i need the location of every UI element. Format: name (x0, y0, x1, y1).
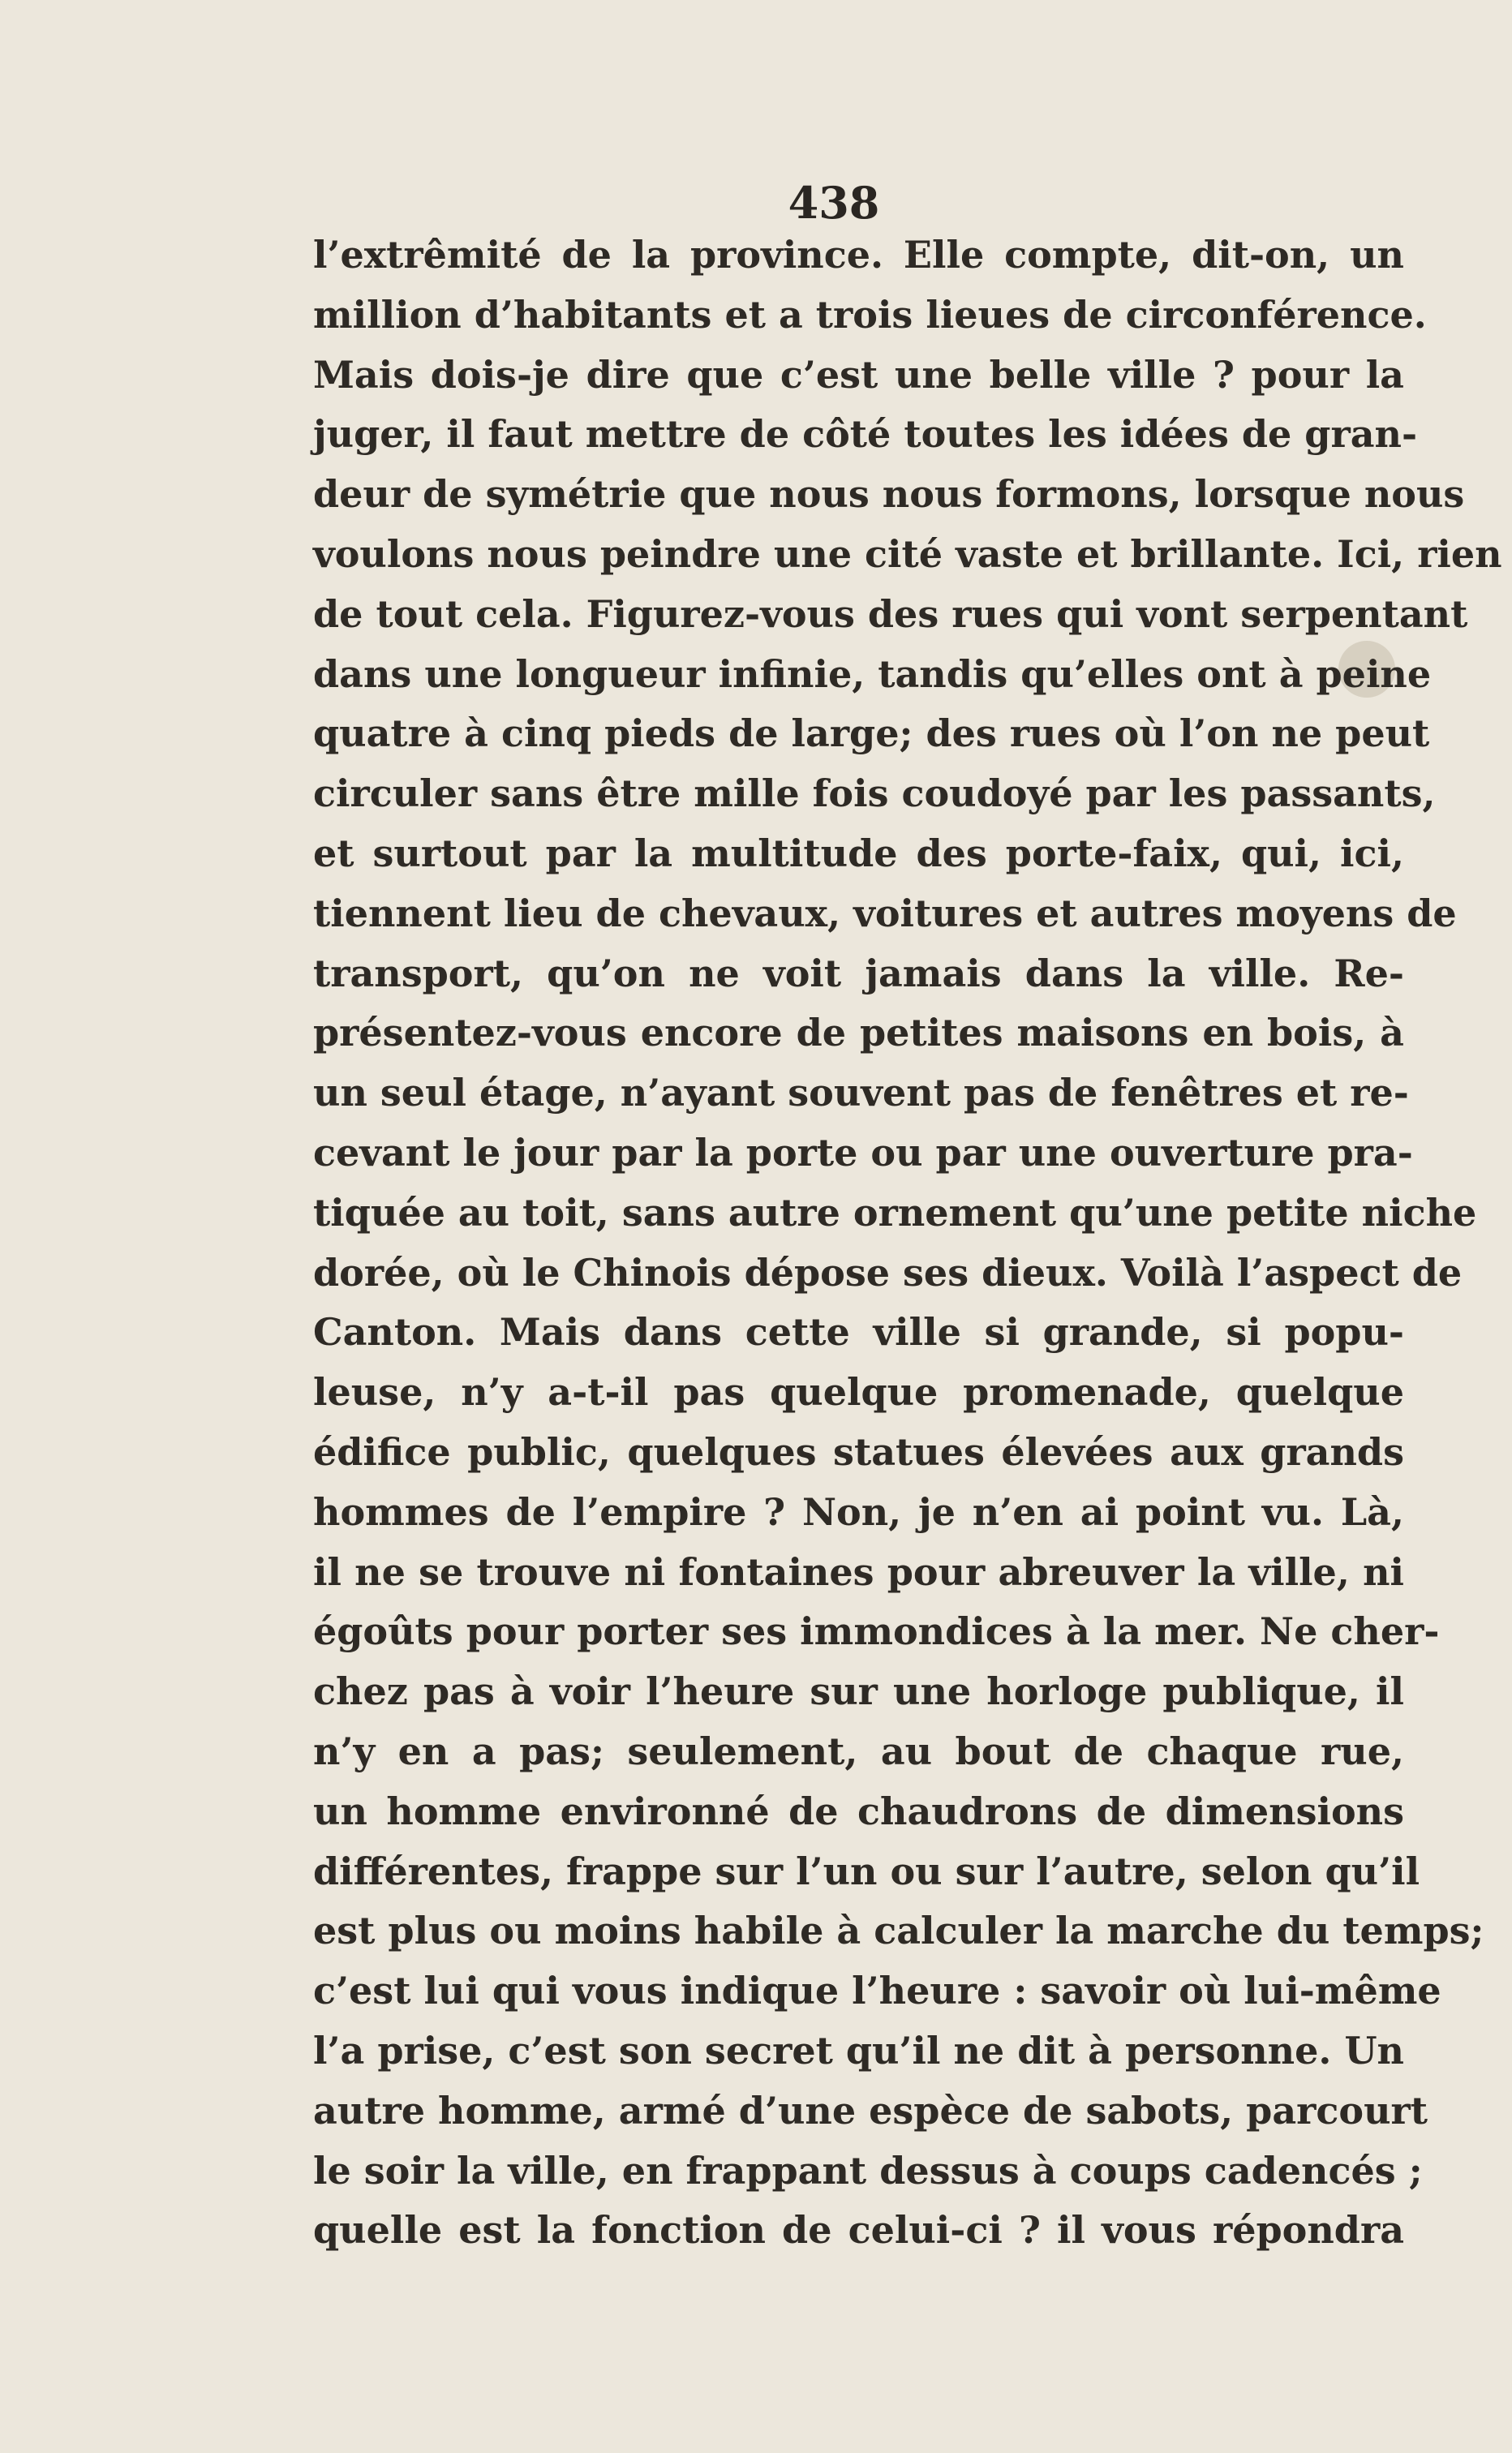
page-number: 438 (788, 177, 880, 229)
text-line: le soir la ville, en frappant dessus à coups cadencés ; (313, 2148, 1423, 2193)
text-line: circuler sans être mille fois coudoyé par les passants, (313, 771, 1436, 816)
text-line: voulons nous peindre une cité vaste et brillante. Ici, rien (313, 531, 1502, 576)
text-line: chez pas à voir l’heure sur une horloge publique, il (313, 1669, 1404, 1714)
text-line: est plus ou moins habile à calculer la marche du temps; (313, 1909, 1484, 1953)
text-line: c’est lui qui vous indique l’heure : savoir où lui-même (313, 1969, 1441, 2013)
text-line: million d’habitants et a trois lieues de circonférence. (313, 292, 1427, 337)
text-line: dorée, où le Chinois dépose ses dieux. Voilà l’aspect de (313, 1250, 1463, 1295)
text-line: transport, qu’on ne voit jamais dans la ville. Re- (313, 951, 1404, 995)
text-line: leuse, n’y a-t-il pas quelque promenade, quelque (313, 1370, 1404, 1415)
body-text (313, 226, 1502, 2261)
text-line: cevant le jour par la porte ou par une ouverture pra- (313, 1130, 1413, 1175)
text-line: il ne se trouve ni fontaines pour abreuver la ville, ni (313, 1549, 1404, 1594)
text-line: de tout cela. Figurez-vous des rues qui vont serpentant (313, 591, 1468, 636)
text-line: quatre à cinq pieds de large; des rues où l’on ne peut (313, 711, 1430, 756)
text-line: l’extrêmité de la province. Elle compte, dit-on, un (313, 233, 1404, 277)
text-line: juger, il faut mettre de côté toutes les idées de gran- (313, 412, 1418, 457)
text-line: un seul étage, n’ayant souvent pas de fenêtres et re- (313, 1071, 1409, 1115)
text-line: égoûts pour porter ses immondices à la mer. Ne cher- (313, 1609, 1440, 1654)
text-line: un homme environné de chaudrons de dimensions (313, 1789, 1404, 1833)
text-line: deur de symétrie que nous nous formons, lorsque nous (313, 472, 1465, 517)
text-line: édifice public, quelques statues élevées aux grands (313, 1429, 1404, 1474)
text-line: autre homme, armé d’une espèce de sabots, parcourt (313, 2088, 1428, 2133)
text-line: différentes, frappe sur l’un ou sur l’autre, selon qu’il (313, 1849, 1420, 1893)
text-line: présentez-vous encore de petites maisons en bois, à (313, 1011, 1404, 1055)
text-line: tiennent lieu de chevaux, voitures et autres moyens de (313, 891, 1457, 935)
text-line: n’y en a pas; seulement, au bout de chaque rue, (313, 1729, 1404, 1773)
text-line: dans une longueur infinie, tandis qu’elles ont à peine (313, 651, 1432, 696)
text-line: tiquée au toit, sans autre ornement qu’une petite niche (313, 1190, 1477, 1235)
text-line: Mais dois-je dire que c’est une belle ville ? pour la (313, 352, 1404, 397)
text-line: et surtout par la multitude des porte-faix, qui, ici, (313, 831, 1404, 875)
text-line: hommes de l’empire ? Non, je n’en ai point vu. Là, (313, 1489, 1404, 1534)
text-line: l’a prise, c’est son secret qu’il ne dit à personne. Un (313, 2028, 1404, 2073)
text-line: Canton. Mais dans cette ville si grande, si popu- (313, 1310, 1404, 1355)
text-line: quelle est la fonction de celui-ci ? il vous répondra (313, 2208, 1404, 2253)
